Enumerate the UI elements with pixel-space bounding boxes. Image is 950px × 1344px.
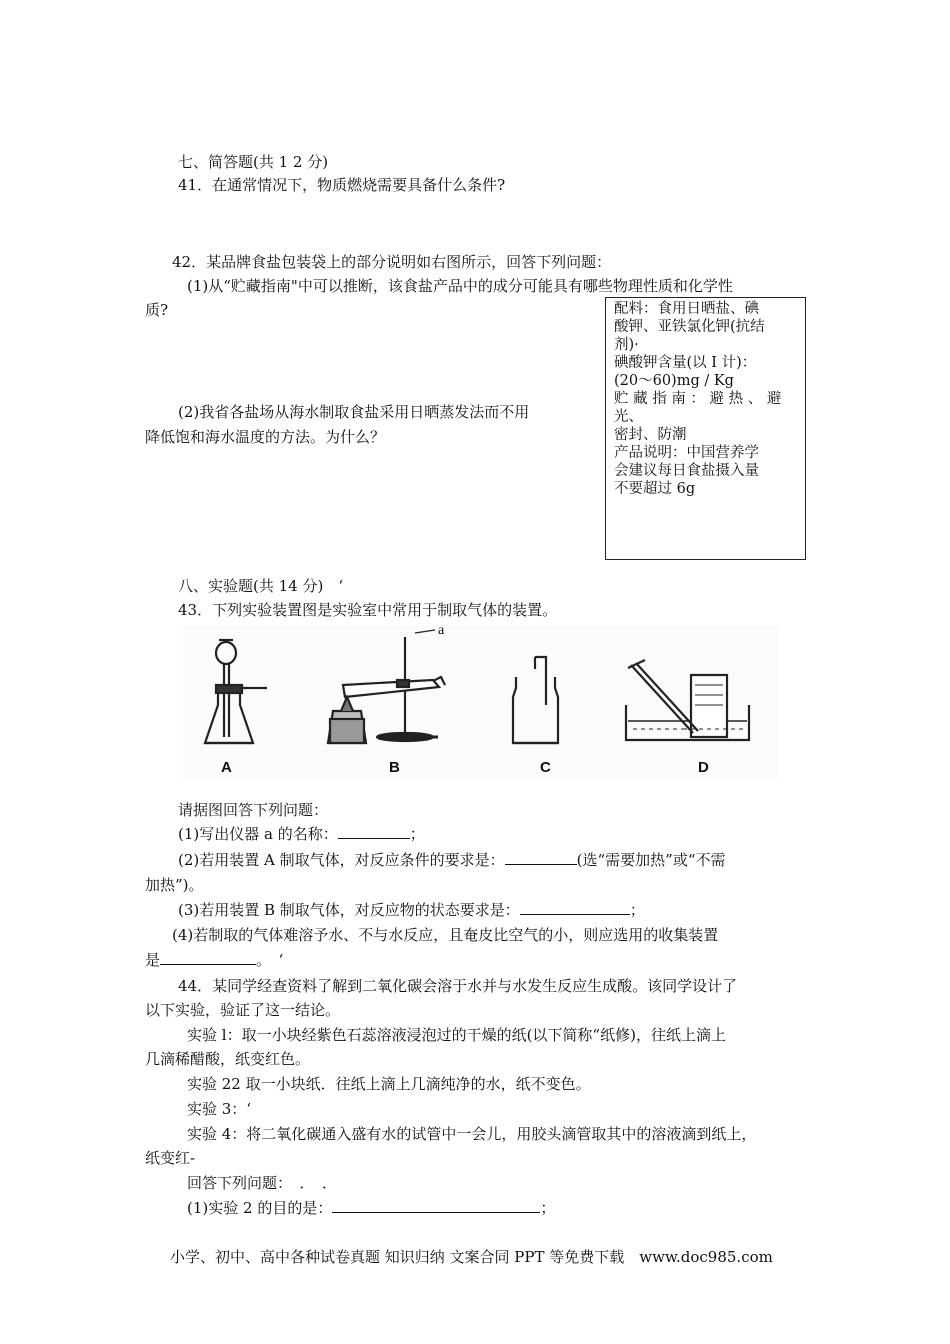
- q44-1-text: (1)实验 2 的目的是：: [187, 1199, 333, 1217]
- question-43-4-cont: [145, 950, 283, 970]
- question-42-part1-line2: 质?: [145, 301, 169, 319]
- experiment-1-line1: 实验 l：取一小块经紫色石蕊溶液浸泡过的干燥的纸(以下简称“纸修)，往纸上滴上: [187, 1026, 726, 1044]
- q43-2-options: (选“需要加热”或“不需: [576, 851, 726, 869]
- section7-heading: 七、简答题(共 1 2 分): [178, 153, 329, 171]
- label-line: 光、: [614, 409, 643, 425]
- q43-4-end: 。 ‘: [256, 951, 284, 969]
- label-D: D: [698, 759, 709, 776]
- q43-2-text: (2)若用装置 A 制取气体，对反应条件的要求是：: [178, 851, 505, 869]
- question-44-1: [187, 1198, 555, 1218]
- experiment-2: 实验 22 取一小块纸．往纸上滴上几滴纯净的水，纸不变色。: [187, 1075, 591, 1093]
- question-44-line2: 以下实验，验证了这一结论。: [145, 1001, 341, 1019]
- apparatus-figure: [183, 625, 778, 780]
- question-43-intro: 43．下列实验装置图是实验室中常用于制取气体的装置。: [178, 601, 558, 619]
- label-line: 贮 藏 指 南 ： 避 热 、 避: [614, 391, 782, 407]
- experiment-4-line2: 纸变红-: [145, 1149, 196, 1167]
- question-44-line1: 44．某同学经查资料了解到二氧化碳会溶于水并与水发生反应生成酸。该同学设计了: [178, 977, 738, 995]
- answer-questions-prompt: 回答下列问题： ． ．: [187, 1174, 338, 1192]
- q43-3-text: (3)若用装置 B 制取气体，对反应物的状态要求是：: [178, 901, 520, 919]
- question-43-3: [178, 900, 645, 920]
- question-42-intro: 42．某品牌食盐包装袋上的部分说明如右图所示，回答下列问题：: [172, 253, 612, 271]
- page-footer: 小学、初中、高中各种试卷真题 知识归纳 文案合同 PPT 等免费下载 www.doc985.com: [170, 1248, 773, 1266]
- label-line: (20～60)mg / Kg: [614, 373, 734, 389]
- q43-3-end: ；: [629, 901, 645, 919]
- label-line: 不要超过 6g: [614, 481, 696, 497]
- label-line: 酸钾、亚铁氯化钾(抗结: [614, 319, 765, 335]
- question-42-part1-line1: (1)从“贮藏指南"中可以推断，该食盐产品中的成分可能具有哪些物理性质和化学性: [187, 277, 733, 295]
- q43-1-blank[interactable]: [338, 824, 410, 839]
- experiment-1-line2: 几滴稀醋酸，纸变红色。: [145, 1050, 311, 1068]
- q43-4-text: 是: [145, 951, 161, 969]
- question-42-part2-line2: 降低饱和海水温度的方法。为什么？: [145, 428, 386, 446]
- salt-label-box: [605, 297, 806, 560]
- section8-heading: 八、实验题(共 14 分) ‘: [178, 577, 344, 595]
- question-42-part2-line1: (2)我省各盐场从海水制取食盐采用日晒蒸发法而不用: [178, 403, 530, 421]
- question-43-1: [178, 824, 425, 844]
- q43-2-blank[interactable]: [505, 850, 577, 865]
- question-43-2-cont: 加热”)。: [145, 876, 204, 894]
- label-a: a: [438, 625, 445, 638]
- answer-prompt: 请据图回答下列问题：: [178, 801, 329, 819]
- label-B: B: [389, 759, 400, 776]
- q43-3-blank[interactable]: [520, 900, 630, 915]
- label-line: 配料：食用日晒盐、碘: [614, 301, 759, 317]
- q43-1-text: (1)写出仪器 a 的名称：: [178, 825, 338, 843]
- q43-1-end: ；: [409, 825, 425, 843]
- label-line: 会建议每日食盐摄入量: [614, 463, 759, 479]
- experiment-3: 实验 3：‘: [187, 1100, 252, 1118]
- q44-1-blank[interactable]: [332, 1198, 540, 1213]
- question-41: 41．在通常情况下，物质燃烧需要具备什么条件?: [178, 176, 506, 194]
- label-line: 产品说明：中国营养学: [614, 445, 759, 461]
- label-A: A: [221, 759, 232, 776]
- q44-1-end: ；: [540, 1199, 556, 1217]
- label-C: C: [540, 759, 551, 776]
- label-line: 剂)·: [614, 337, 639, 353]
- label-line: 碘酸钾含量(以 I 计)：: [614, 355, 757, 371]
- q43-4-blank[interactable]: [160, 950, 256, 965]
- question-43-2: [178, 850, 725, 870]
- question-43-4: (4)若制取的气体难溶予水、不与水反应，且奄皮比空气的小，则应选用的收集装置: [172, 926, 719, 944]
- label-line: 密封、防潮: [614, 427, 687, 443]
- experiment-4-line1: 实验 4：将二氧化碳通入盛有水的试管中一会儿，用胶头滴管取其中的溶液滴到纸上，: [187, 1125, 757, 1143]
